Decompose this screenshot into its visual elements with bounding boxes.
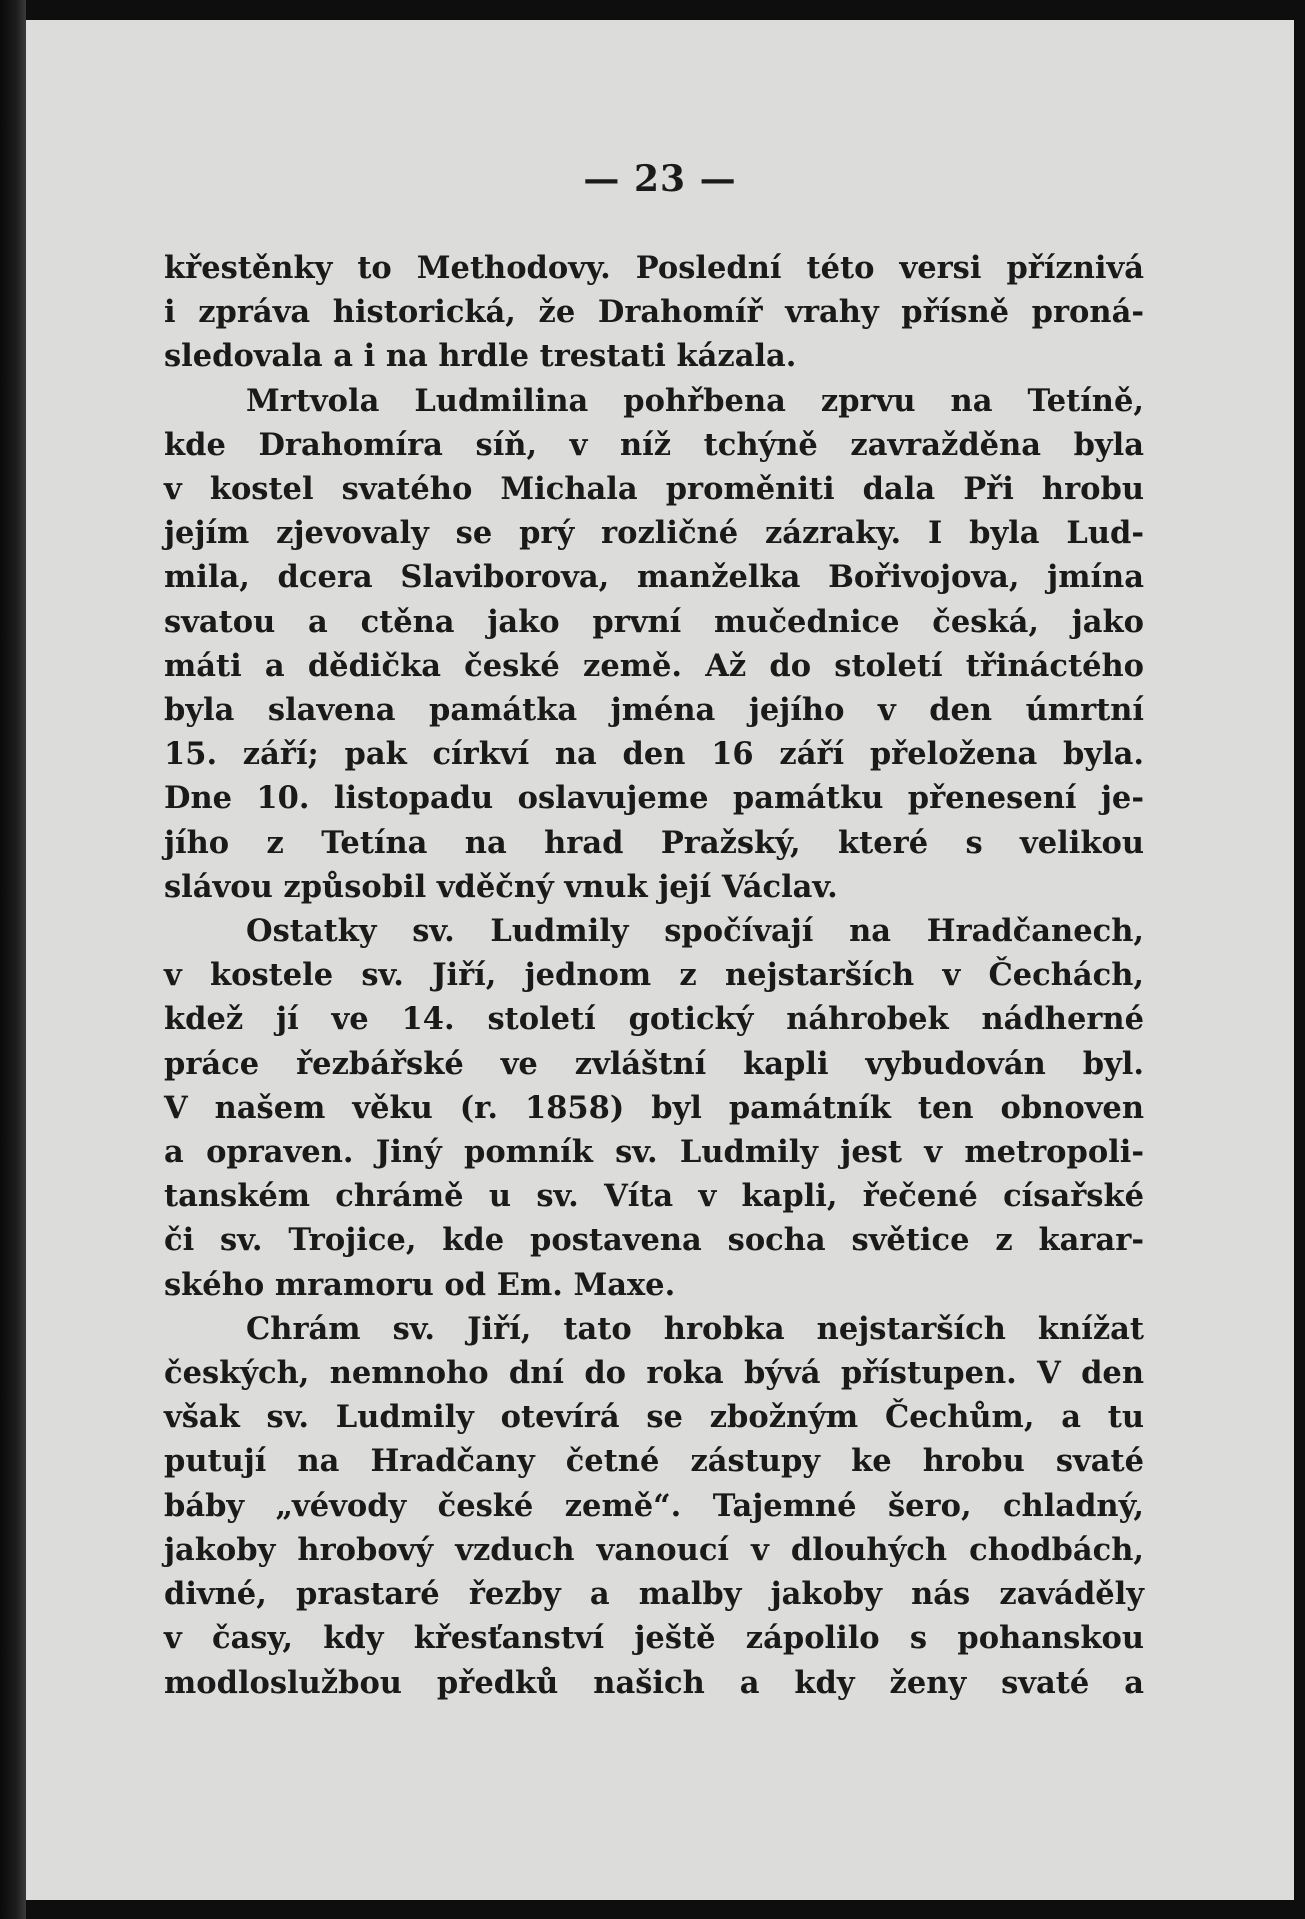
text-line: V našem věku (r. 1858) byl památník ten obnoven — [164, 1089, 1144, 1126]
text-line: a opraven. Jiný pomník sv. Ludmily jest v metropoli- — [164, 1134, 1144, 1171]
text-line: báby „vévody české země“. Tajemné šero, chladný, — [164, 1487, 1144, 1524]
text-line: i zpráva historická, že Drahomíř vrahy přísně proná- — [164, 294, 1144, 331]
book-binding-edge — [0, 0, 26, 1919]
text-line: tanském chrámě u sv. Víta v kapli, řečené císařské — [164, 1178, 1144, 1215]
text-line: jejím zjevovaly se prý rozličné zázraky. I byla Lud- — [164, 515, 1144, 552]
text-line: byla slavena památka jména jejího v den úmrtní — [164, 692, 1144, 729]
text-line: slávou způsobil vděčný vnuk její Václav. — [164, 868, 838, 905]
text-line: divné, prastaré řezby a malby jakoby nás zaváděly — [164, 1576, 1144, 1613]
text-line: však sv. Ludmily otevírá se zbožným Čechům, a tu — [164, 1399, 1144, 1436]
text-line: sledovala a i na hrdle trestati kázala. — [164, 338, 797, 375]
text-line: práce řezbářské ve zvláštní kapli vybudován byl. — [164, 1045, 1144, 1082]
text-line: ského mramoru od Em. Maxe. — [164, 1266, 676, 1303]
body-text — [164, 246, 1144, 1705]
text-line: kdež jí ve 14. století gotický náhrobek nádherné — [164, 1001, 1144, 1038]
text-line: Ostatky sv. Ludmily spočívají na Hradčanech, — [246, 913, 1144, 950]
text-line: 15. září; pak církví na den 16 září přeložena byla. — [164, 736, 1144, 773]
text-line: v časy, kdy křesťanství ještě zápolilo s pohanskou — [164, 1620, 1144, 1657]
text-line: Dne 10. listopadu oslavujeme památku přenesení je- — [164, 780, 1144, 817]
text-line: mila, dcera Slaviborova, manželka Bořivojova, jmína — [164, 559, 1144, 596]
text-line: kde Drahomíra síň, v níž tchýně zavražděna byla — [164, 426, 1144, 463]
text-line: modloslužbou předků našich a kdy ženy svaté a — [164, 1664, 1144, 1701]
text-line: v kostele sv. Jiří, jednom z nejstarších v Čechách, — [164, 957, 1144, 994]
text-line: křestěnky to Methodovy. Poslední této versi příznivá — [164, 250, 1144, 286]
text-line: svatou a ctěna jako první mučednice česká, jako — [164, 603, 1144, 640]
text-line: v kostel svatého Michala proměniti dala Při hrobu — [164, 471, 1144, 508]
text-line: putují na Hradčany četné zástupy ke hrobu svaté — [164, 1443, 1144, 1480]
page-number: — 23 — — [583, 158, 737, 200]
text-line: máti a dědička české země. Až do století třináctého — [164, 647, 1144, 684]
text-line: či sv. Trojice, kde postavena socha světice z karar- — [164, 1222, 1144, 1259]
text-line: českých, nemnoho dní do roka bývá přístupen. V den — [164, 1355, 1144, 1392]
text-line: jího z Tetína na hrad Pražský, které s velikou — [164, 824, 1144, 861]
text-line: Mrtvola Ludmilina pohřbena zprvu na Tetíně, — [246, 382, 1144, 419]
text-line: jakoby hrobový vzduch vanoucí v dlouhých chodbách, — [164, 1531, 1144, 1568]
text-line: Chrám sv. Jiří, tato hrobka nejstarších knížat — [246, 1310, 1144, 1347]
book-page — [26, 20, 1294, 1900]
